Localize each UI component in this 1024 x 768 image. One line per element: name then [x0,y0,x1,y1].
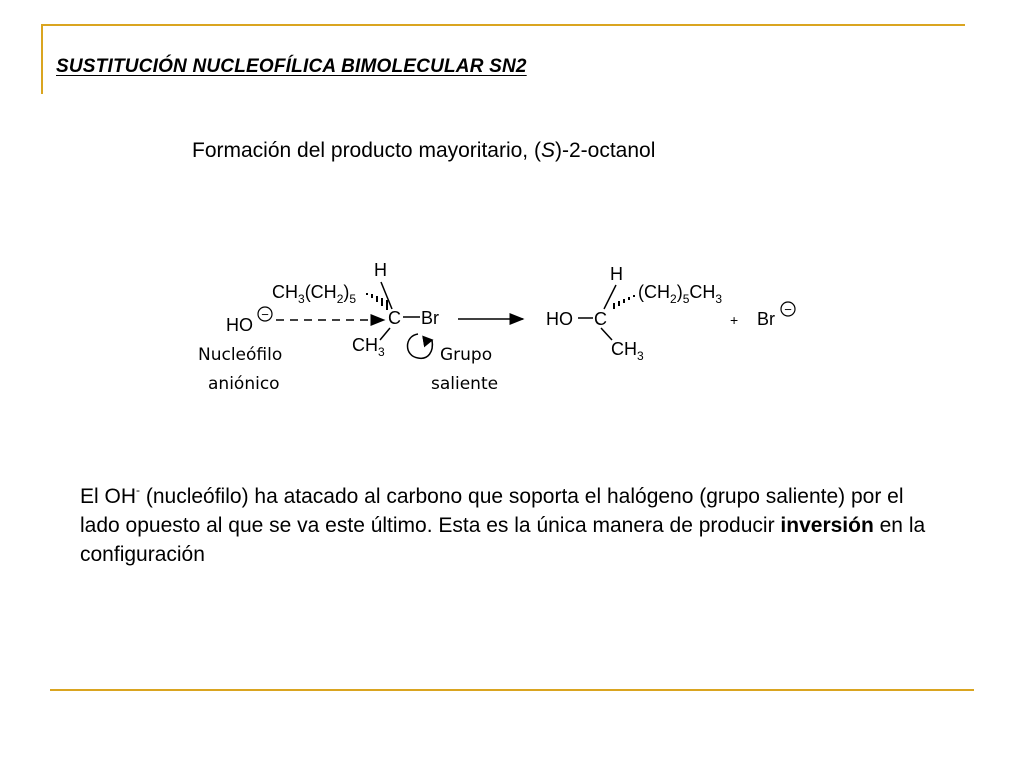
reactant-chain: $CH_3(CH_2)_5$ [272,282,357,306]
reactant-bromine: Br [421,308,439,328]
explanation-bold-inversion: inversión [780,514,874,537]
label-leaving-line1: Grupo [440,345,493,365]
explanation-part1: El OH [80,485,137,508]
reactant-hydrogen: H [374,260,387,280]
slide-title: SUSTITUCIÓN NUCLEOFÍLICA BIMOLECULAR SN2 [56,56,527,77]
bromide-ion: Br [757,309,775,329]
subtitle-before: Formación del producto mayoritario, ( [192,139,541,162]
reactant-hashed-bond [367,293,387,310]
nucleophile: HO [226,315,253,335]
product-methyl: $CH_3$ [611,339,644,363]
explanation-part3: en la configuración [80,514,926,566]
product-carbon: C [594,309,607,329]
explanation-text [80,482,940,569]
subtitle-stereodescriptor: S [540,139,555,162]
bromide-charge: − [784,302,792,317]
reactant-methyl: $CH_3$ [352,335,385,359]
product [546,264,722,363]
product-chain: $(CH_2)_5CH_3$ [638,282,723,306]
product-hydroxyl: HO [546,309,573,329]
reactant [198,260,498,394]
label-nucleophile-line2: aniónico [208,374,280,394]
reactant-carbon: C [388,308,401,328]
subtitle-after: )-2-octanol [555,139,656,162]
label-nucleophile-line1: Nucleófilo [198,345,283,365]
product-hydrogen: H [610,264,623,284]
explanation-charge-sup: - [136,483,141,497]
nucleophile-charge: − [261,307,269,322]
reactant-bond-ch3 [380,328,390,340]
plus-sign: + [730,312,739,328]
label-leaving-line2: saliente [431,374,499,394]
explanation-part2: (nucleófilo) ha atacado al carbono que soporta el halógeno (grupo saliente) por el lado opuesto al que se va este último. Esta es la única manera de producir [80,485,904,537]
product-hashed-bond [614,295,634,309]
leaving-curved-arrow [408,334,433,358]
